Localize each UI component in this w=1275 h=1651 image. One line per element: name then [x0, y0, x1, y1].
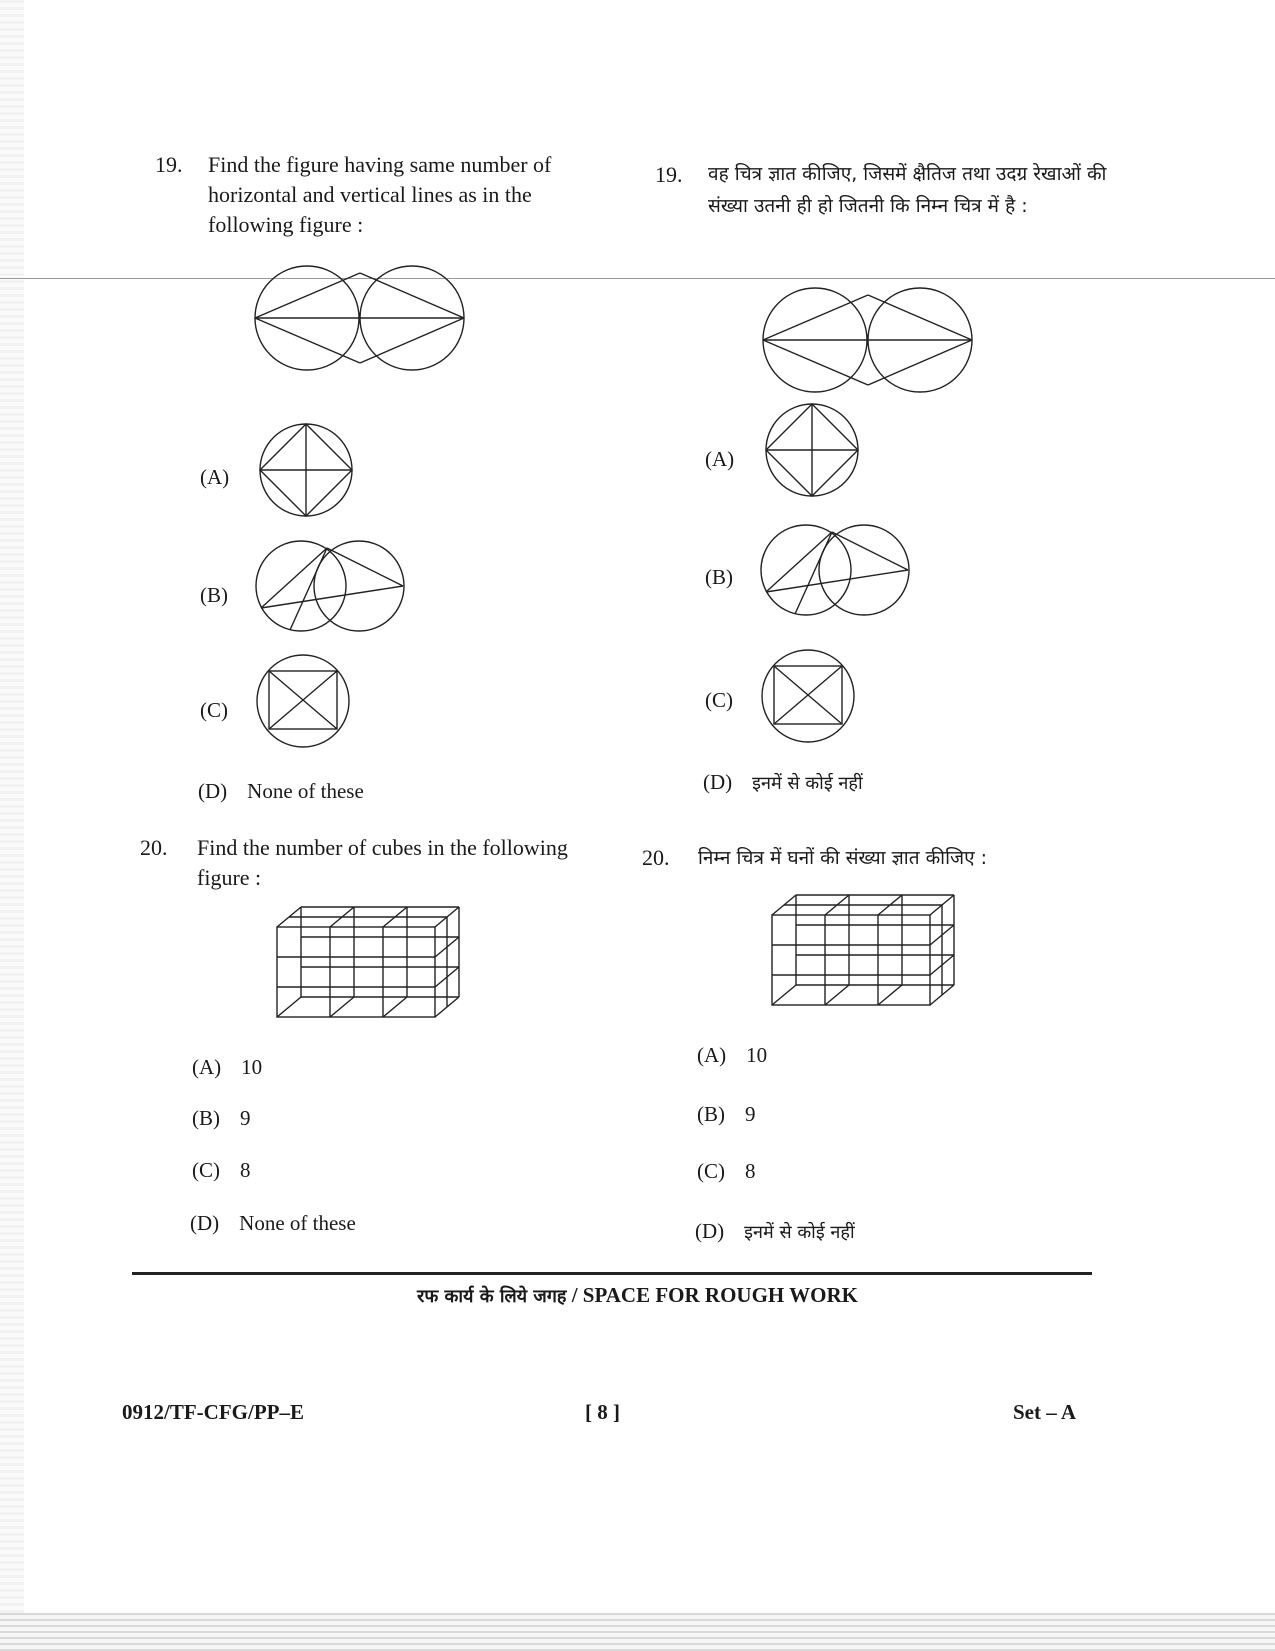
q19-main-figure-en	[252, 268, 472, 368]
q20-option-b-en	[192, 1106, 251, 1131]
page-edge-left	[0, 0, 24, 1651]
option-label: (B)	[200, 583, 228, 607]
fold-line	[0, 278, 1275, 279]
option-label: (B)	[705, 565, 733, 589]
q20-option-c-en	[192, 1158, 251, 1183]
option-label: (A)	[705, 447, 735, 471]
q19-option-a-figure-en	[258, 422, 354, 518]
q19-option-b-figure-en	[255, 538, 405, 634]
option-label: (B)	[697, 1102, 725, 1126]
page-number: [ 8 ]	[585, 1400, 620, 1424]
page-edge-bottom	[0, 1613, 1275, 1651]
option-label: (C)	[697, 1159, 725, 1183]
q19-option-b-figure-hi	[760, 522, 910, 618]
option-text: 8	[745, 1159, 756, 1183]
q20-cube-figure-hi	[770, 893, 960, 1008]
q19-option-c-en	[200, 698, 228, 723]
q19-option-a-figure-hi	[764, 402, 860, 498]
q20-option-a-en	[192, 1055, 262, 1080]
option-text: 8	[240, 1158, 251, 1182]
q19-option-b-en	[200, 583, 228, 608]
rough-work-en: SPACE FOR ROUGH WORK	[582, 1283, 858, 1307]
option-label: (D)	[703, 770, 733, 794]
option-text: 9	[745, 1102, 756, 1126]
q19-option-b-hi	[705, 565, 733, 590]
rough-work-heading	[0, 1283, 1275, 1308]
rough-work-hi: रफ कार्य के लिये जगह	[417, 1286, 567, 1307]
rough-work-divider	[132, 1272, 1092, 1275]
q20-option-a-hi	[697, 1043, 767, 1068]
q20-option-c-hi	[697, 1159, 756, 1184]
q20-cube-figure-en	[275, 905, 465, 1020]
q19-option-d-hi	[703, 770, 863, 795]
q19-option-a-hi	[705, 447, 734, 472]
option-label: (C)	[705, 688, 733, 712]
option-text: इनमें से कोई नहीं	[744, 1222, 855, 1243]
q20-text-en: Find the number of cubes in the following figure :	[197, 835, 568, 890]
q19-option-d-en	[198, 779, 364, 804]
q19-option-c-figure-hi	[760, 648, 856, 744]
option-text: None of these	[247, 779, 364, 803]
option-text: 10	[746, 1043, 768, 1067]
option-text: 9	[240, 1106, 251, 1130]
q19-main-figure-hi	[760, 290, 980, 390]
paper-code: 0912/TF-CFG/PP–E	[122, 1400, 304, 1424]
q20-text-hi: निम्न चित्र में घनों की संख्या ज्ञात कीजिए :	[698, 847, 988, 869]
q20-number-hi: 20.	[642, 845, 670, 870]
option-label: (D)	[198, 779, 228, 803]
option-label: (A)	[200, 465, 230, 489]
option-text: 10	[241, 1055, 263, 1079]
rough-work-separator: /	[566, 1283, 583, 1307]
q20-option-d-hi	[695, 1219, 855, 1244]
q20-number: 20.	[140, 835, 168, 860]
option-label: (C)	[192, 1158, 220, 1182]
q19-option-c-hi	[705, 688, 733, 713]
option-text: None of these	[239, 1211, 356, 1235]
option-label: (B)	[192, 1106, 220, 1130]
option-label: (C)	[200, 698, 228, 722]
q19-option-c-figure-en	[255, 653, 351, 749]
q20-option-d-en	[190, 1211, 356, 1236]
q19-option-a-en	[200, 465, 229, 490]
q20-option-b-hi	[697, 1102, 756, 1127]
set-label: Set – A	[1013, 1400, 1076, 1424]
option-label: (A)	[697, 1043, 727, 1067]
q19-text-en: Find the figure having same number of horizontal and vertical lines as in the following figure :	[208, 152, 552, 237]
option-label: (A)	[192, 1055, 222, 1079]
q19-number-hi: 19.	[655, 162, 683, 187]
q19-text-hi: वह चित्र ज्ञात कीजिए, जिसमें क्षैतिज तथा उदग्र रेखाओं की संख्या उतनी ही हो जितनी कि निम्न चित्र में है :	[708, 163, 1107, 217]
option-label: (D)	[695, 1219, 725, 1243]
q19-number: 19.	[155, 152, 183, 177]
option-text: इनमें से कोई नहीं	[752, 773, 863, 794]
option-label: (D)	[190, 1211, 220, 1235]
